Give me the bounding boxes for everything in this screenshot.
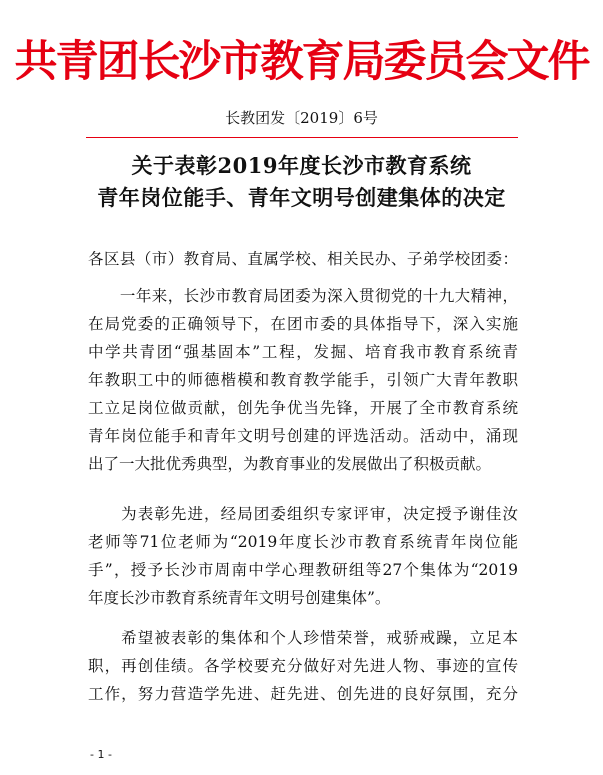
- body-line: 一年来，长沙市教育局团委为深入贯彻党的十九大精神，: [88, 287, 518, 305]
- body-line: 出了一大批优秀典型，为教育事业的发展做出了积极贡献。: [88, 455, 492, 473]
- document-header-title: 共青团长沙市教育局委员会文件: [14, 37, 589, 87]
- header-divider: [86, 137, 518, 138]
- salutation: 各区县（市）教育局、直属学校、相关民办、子弟学校团委：: [88, 250, 518, 268]
- body-line: 工立足岗位做贡献，创先争优当先锋，开展了全市教育系统: [88, 399, 518, 417]
- body-line: 青年岗位能手和青年文明号创建的评选活动。活动中，涌现: [88, 427, 518, 445]
- body-line: 为表彰先进，经局团委组织专家评审，决定授予谢佳汝: [88, 505, 518, 523]
- body-line: 老师等71位老师为“2019年度长沙市教育系统青年岗位能: [88, 533, 518, 551]
- body-line: 职，再创佳绩。各学校要充分做好对先进人物、事迹的宣传: [88, 657, 518, 675]
- page-number: - 1 -: [90, 748, 112, 761]
- body-line: 年度长沙市教育系统青年文明号创建集体”。: [88, 589, 391, 607]
- body-line: 希望被表彰的集体和个人珍惜荣誉，戒骄戒躁，立足本: [88, 629, 518, 647]
- body-line: 年教职工中的师德楷模和教育教学能手，引领广大青年教职: [88, 371, 518, 389]
- body-line: 中学共青团“强基固本”工程，发掘、培育我市教育系统青: [88, 343, 518, 361]
- document-number: 长教团发〔2019〕6号: [225, 109, 378, 127]
- document-title-line-1: 关于表彰2019年度长沙市教育系统: [131, 153, 472, 178]
- body-line: 工作，努力营造学先进、赶先进、创先进的良好氛围，充分: [88, 685, 518, 703]
- body-line: 手”，授予长沙市周南中学心理教研组等27个集体为“2019: [88, 561, 518, 579]
- body-line: 在局党委的正确领导下，在团市委的具体指导下，深入实施: [88, 315, 518, 333]
- document-title-line-2: 青年岗位能手、青年文明号创建集体的决定: [97, 185, 506, 210]
